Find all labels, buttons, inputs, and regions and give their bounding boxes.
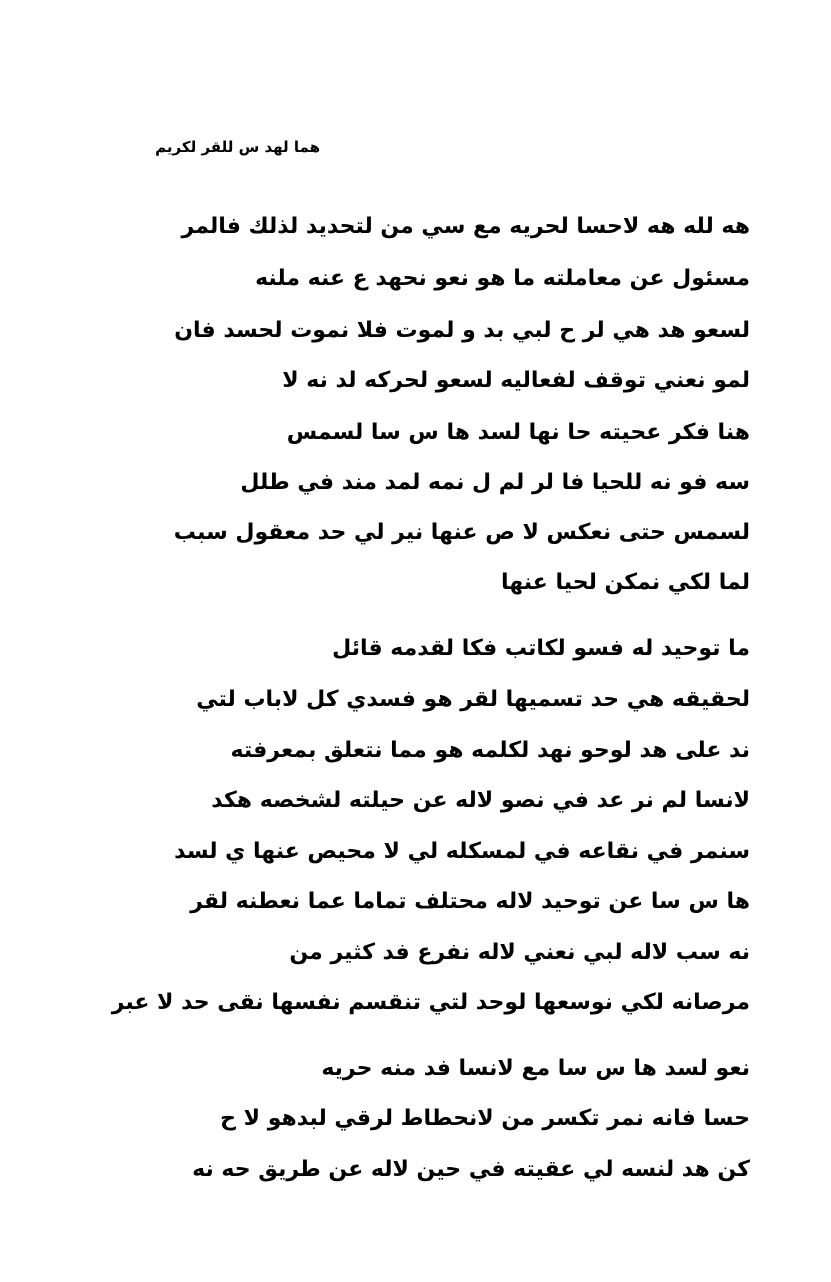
text-line: لسعو هد هي لر ح لبي بد و لموت فلا نموت لحسد فان <box>174 318 750 343</box>
text-line: ما توحيد له فسو لكاتب فكا لقدمه قائل <box>332 636 750 661</box>
page-header: هما لهد س للقر لكريم <box>155 138 320 156</box>
text-line: حسا فانه نمر تكسر من لانحطاط لرقي لبدهو لا ح <box>220 1106 750 1131</box>
text-line: لسمس حتى نعكس لا ص عنها نير لي حد معقول سبب <box>173 520 750 545</box>
text-line: ها س سا عن توحيد لاله محتلف تماما عما نعطنه لقر <box>190 889 750 914</box>
text-line: نه سب لاله لبي نعني لاله نفرع فد كثير من <box>289 940 750 965</box>
text-line: مرصانه لكي نوسعها لوحد لتي تنقسم نفسها نقى حد لا عبر <box>111 990 750 1015</box>
text-line: مسئول عن معاملته ما هو نعو نحهد ع عنه ملنه <box>255 266 750 291</box>
text-line: ند على هد لوحو نهد لكلمه هو مما نتعلق بمعرفته <box>230 738 750 763</box>
text-line: لما لكي نمكن لحيا عنها <box>501 570 750 595</box>
text-line: لحقيقه هي حد تسميها لقر هو فسدي كل لاباب لتي <box>196 687 750 712</box>
text-line: لمو نعني توقف لفعاليه لسعو لحركه لد نه لا <box>282 368 750 393</box>
text-line: سه فو نه للحيا فا لر لم ل نمه لمد مند في طلل <box>240 470 750 495</box>
text-line: نعو لسد ها س سا مع لانسا فد منه حريه <box>321 1056 750 1081</box>
text-line: هنا فكر عحيته حا نها لسد ها س سا لسمس <box>286 420 750 445</box>
text-line: هه لله هه لاحسا لحريه مع سي من لتحديد لذلك فالمر <box>181 214 750 239</box>
text-line: كن هد لنسه لي عقيته في حين لاله عن طريق حه نه <box>192 1157 750 1182</box>
text-line: سنمر في نقاعه في لمسكله لي لا محيص عنها ي لسد <box>174 839 750 864</box>
text-line: لانسا لم نر عد في نصو لاله عن حيلته لشخصه هكد <box>211 788 750 813</box>
